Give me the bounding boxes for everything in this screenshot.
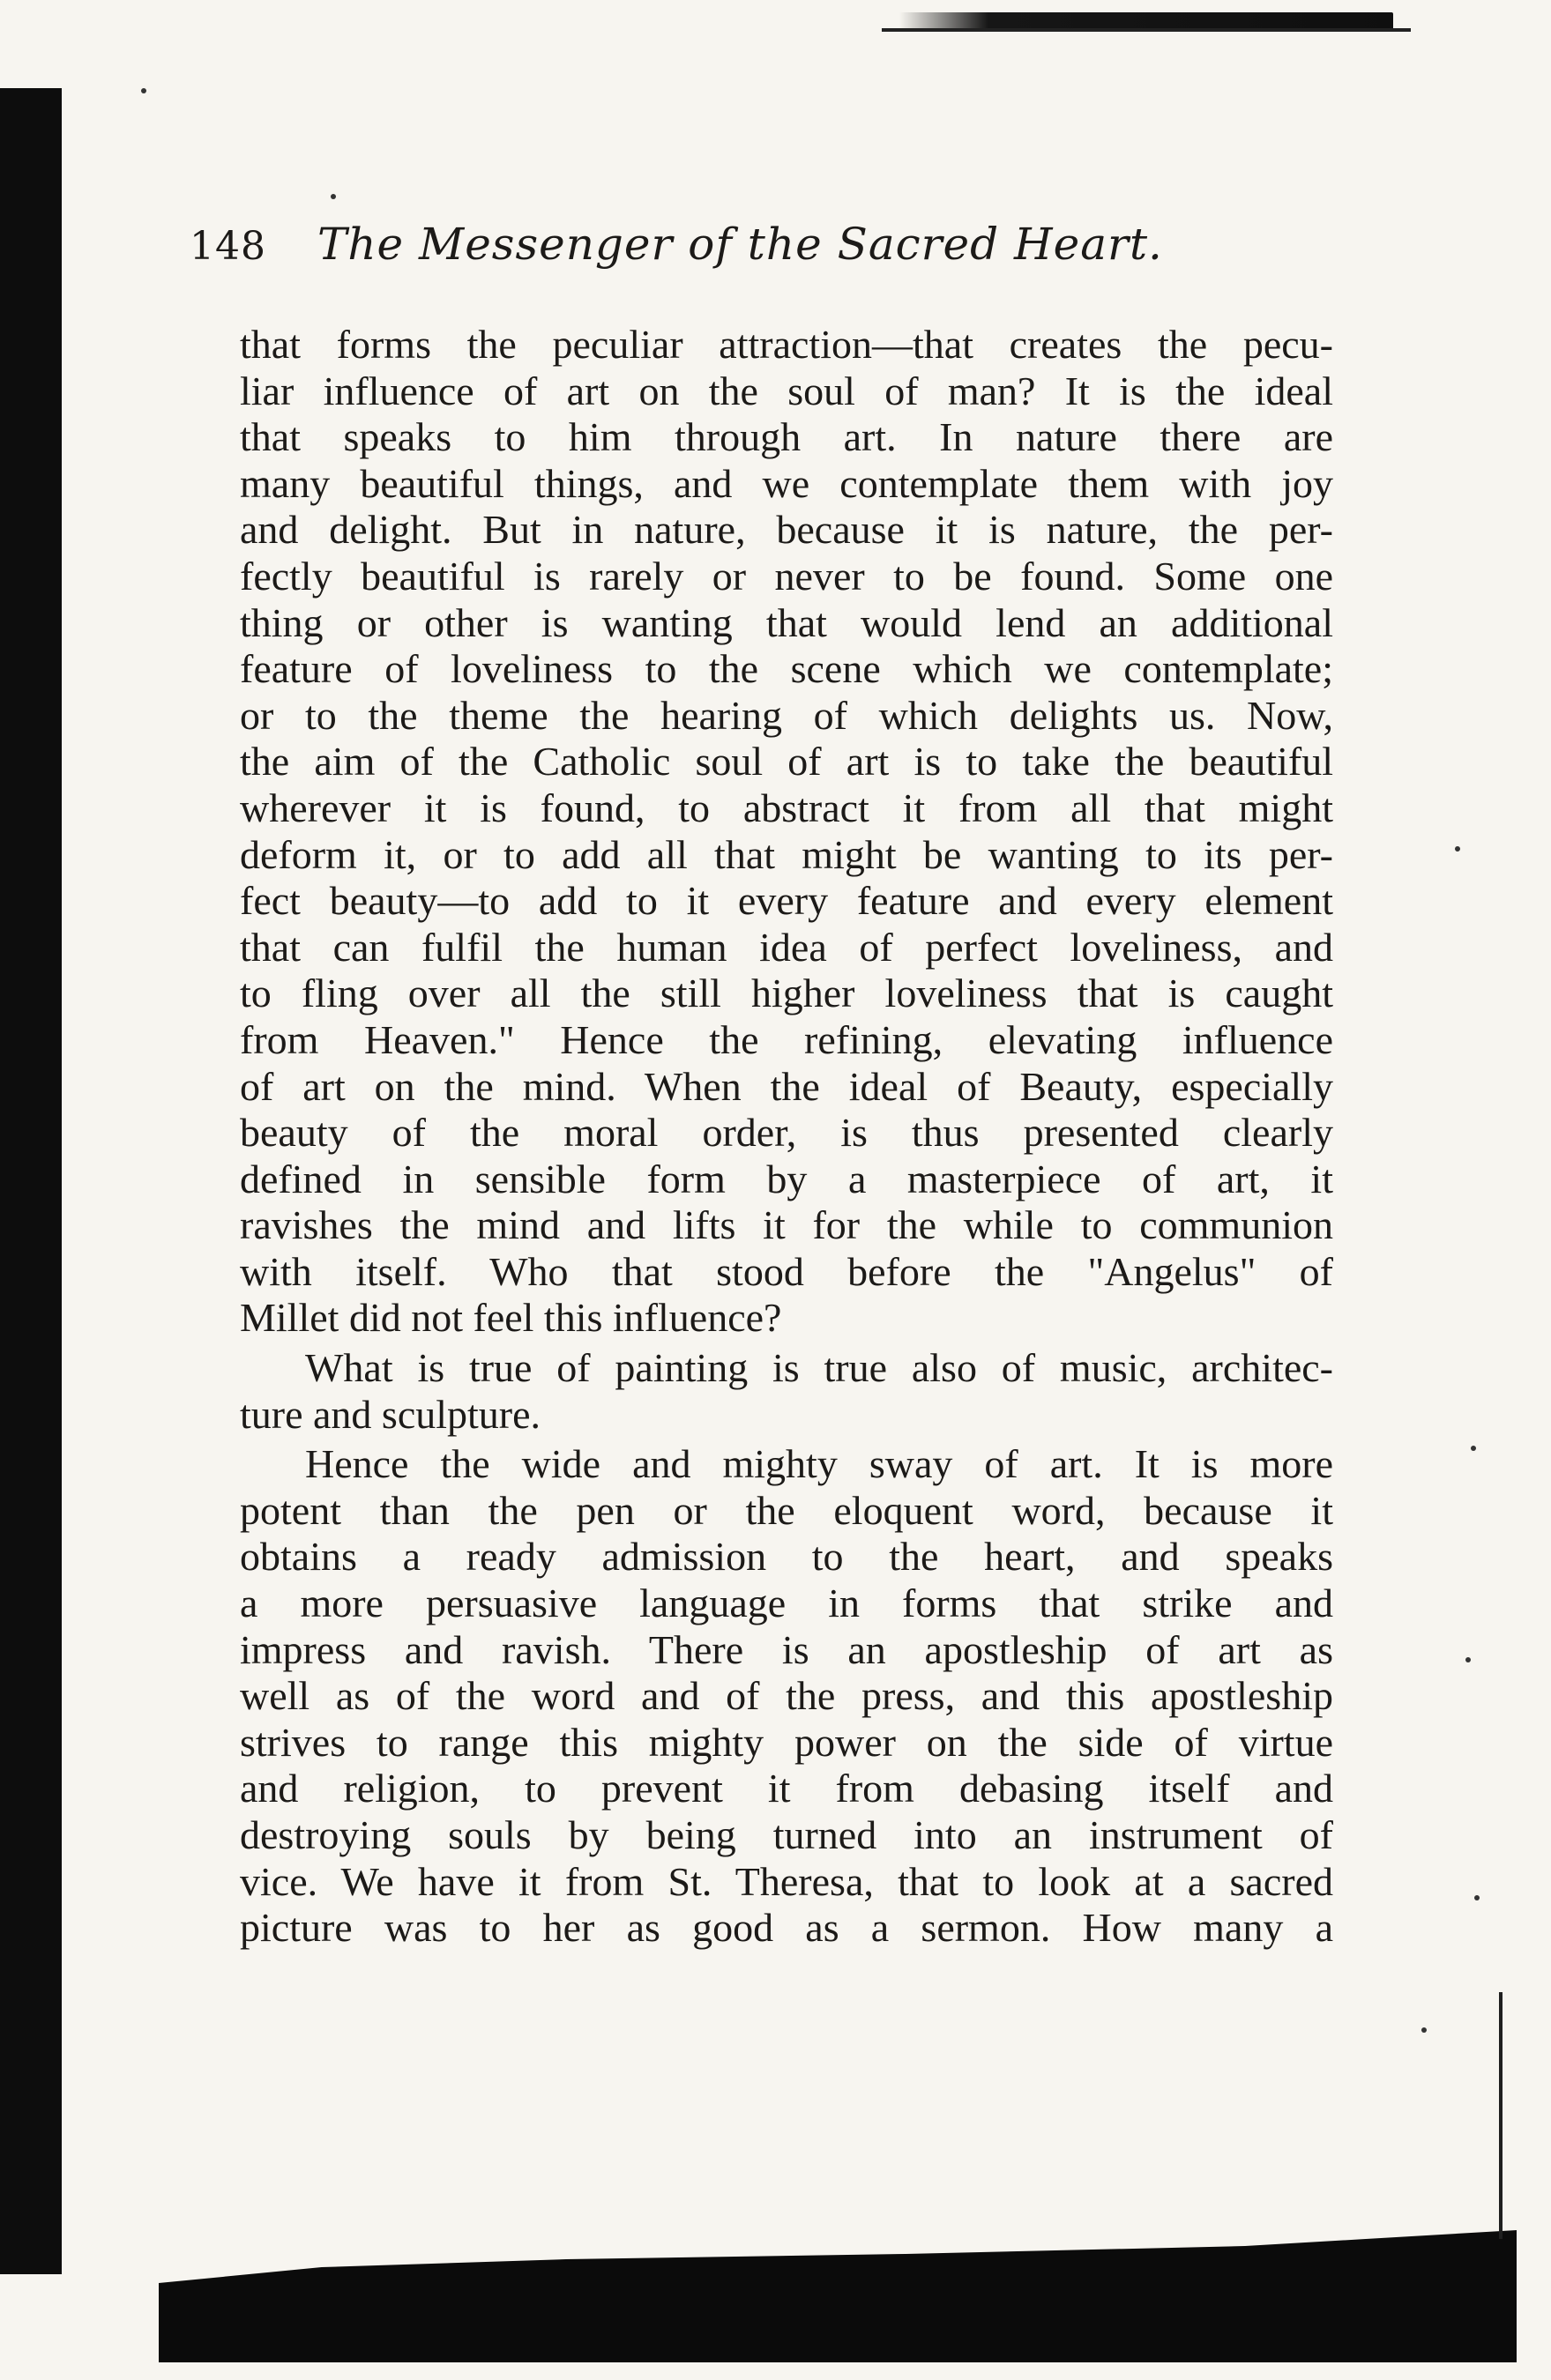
text-line: destroying souls by being turned into an instrument of xyxy=(240,1812,1333,1857)
running-title: The Messenger of the Sacred Heart. xyxy=(317,219,1163,270)
scan-border-left xyxy=(0,88,62,2274)
text-line: many beautiful things, and we contemplate them with joy xyxy=(240,460,1333,506)
text-line: Hence the wide and mighty sway of art. It is more xyxy=(305,1441,1333,1487)
scan-speck xyxy=(331,194,336,199)
text-line: fectly beautiful is rarely or never to be found. Some one xyxy=(240,553,1333,599)
text-line: from Heaven." Hence the refining, elevating influence xyxy=(240,1016,1333,1062)
page-number: 148 xyxy=(190,224,266,269)
text-line: and religion, to prevent it from debasing itself and xyxy=(240,1766,1333,1811)
text-line: wherever it is found, to abstract it from all that might xyxy=(240,785,1333,830)
text-line: that forms the peculiar attraction—that creates the pecu- xyxy=(240,322,1333,367)
scan-speck xyxy=(1474,1895,1480,1900)
text-line: ture and sculpture. xyxy=(240,1391,541,1437)
text-line: fect beauty—to add to it every feature and every element xyxy=(240,878,1333,924)
paragraph xyxy=(240,322,1333,1342)
text-line: vice. We have it from St. Theresa, that to look at a sacred xyxy=(240,1858,1333,1904)
scan-border-bottom xyxy=(159,2230,1517,2362)
text-line: and delight. But in nature, because it is nature, the per- xyxy=(240,507,1333,553)
text-line: the aim of the Catholic soul of art is to take the beautiful xyxy=(240,739,1333,785)
text-line: Millet did not feel this influence? xyxy=(240,1295,782,1341)
scan-speck xyxy=(141,88,146,93)
text-line: picture was to her as good as a sermon. How many a xyxy=(240,1905,1333,1951)
text-line: beauty of the moral order, is thus presented clearly xyxy=(240,1110,1333,1156)
text-line: liar influence of art on the soul of man? It is the ideal xyxy=(240,368,1333,413)
running-head xyxy=(190,219,1336,293)
text-line: or to the theme the hearing of which delights us. Now, xyxy=(240,692,1333,738)
text-line: What is true of painting is true also of music, architec- xyxy=(305,1345,1333,1391)
scan-speck xyxy=(1421,2027,1427,2033)
text-line: ravishes the mind and lifts it for the while to communion xyxy=(240,1202,1333,1248)
text-line: obtains a ready admission to the heart, and speaks xyxy=(240,1534,1333,1580)
text-line: thing or other is wanting that would lend an additional xyxy=(240,599,1333,645)
paragraph xyxy=(240,1441,1333,1952)
text-line: deform it, or to add all that might be wanting to its per- xyxy=(240,831,1333,877)
text-line: strives to range this mighty power on the side of virtue xyxy=(240,1719,1333,1765)
page-body xyxy=(240,322,1333,1952)
text-line: potent than the pen or the eloquent word, because it xyxy=(240,1487,1333,1533)
text-line: that can fulfil the human idea of perfect loveliness, and xyxy=(240,924,1333,970)
scan-speck xyxy=(1465,1657,1471,1662)
text-line: impress and ravish. There is an apostleship of art as xyxy=(240,1626,1333,1672)
paragraph xyxy=(240,1345,1333,1438)
text-line: well as of the word and of the press, and this apostleship xyxy=(240,1673,1333,1719)
text-line: that speaks to him through art. In nature there are xyxy=(240,414,1333,460)
text-line: feature of loveliness to the scene which we contemplate; xyxy=(240,646,1333,692)
text-line: with itself. Who that stood before the "Angelus" of xyxy=(240,1248,1333,1294)
scan-speck xyxy=(1471,1446,1476,1451)
scan-border-top-rule xyxy=(882,28,1411,32)
text-line: defined in sensible form by a masterpiece of art, it xyxy=(240,1156,1333,1201)
text-line: to fling over all the still higher loveliness that is caught xyxy=(240,971,1333,1016)
text-line: of art on the mind. When the ideal of Beauty, especially xyxy=(240,1063,1333,1109)
text-line: a more persuasive language in forms that strike and xyxy=(240,1580,1333,1626)
scan-margin-rule xyxy=(1499,1992,1503,2239)
scan-speck xyxy=(1455,846,1460,852)
